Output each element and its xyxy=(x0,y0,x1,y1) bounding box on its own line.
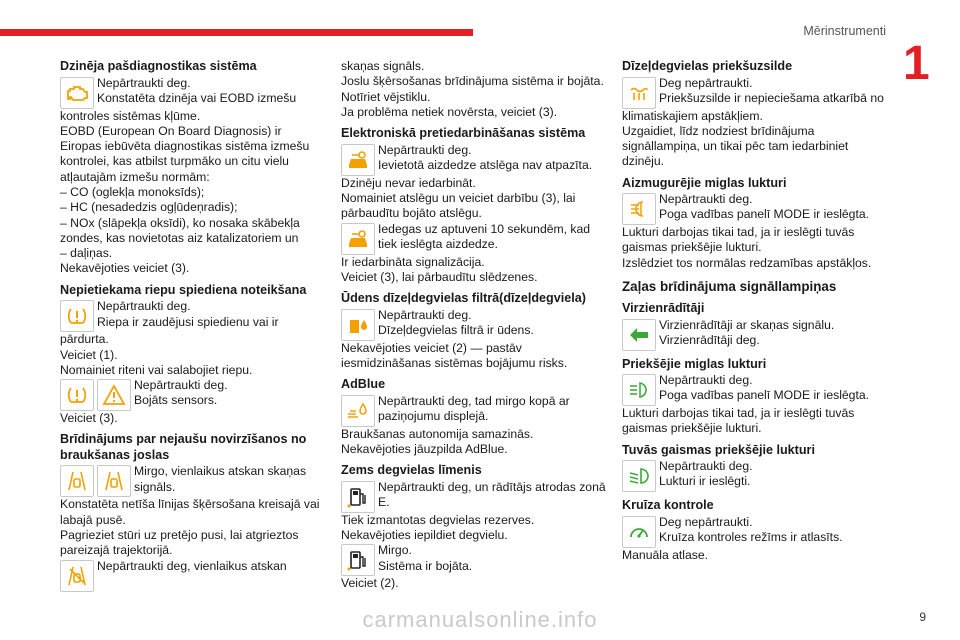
warning-item: Nepārtraukti deg. Bojāts sensors. xyxy=(60,378,320,411)
body-line: Ir iedarbināta signalizācija. xyxy=(341,254,485,269)
warning-item: Nepārtraukti deg, vienlaikus atskan xyxy=(60,559,320,592)
key-car-icon xyxy=(341,223,375,255)
section-title: Zems degvielas līmenis xyxy=(341,463,482,478)
section-title: Brīdinājums par nejaušu novirzīšanos no braukšanas joslas xyxy=(60,432,307,462)
section-title: Virzienrādītāji xyxy=(622,301,705,316)
body-line: Braukšanas autonomija samazinās. xyxy=(341,426,534,441)
body-line: signāllampiņa, un tikai pēc tam iedarbiniet xyxy=(622,139,849,154)
body-line: Dzinēju nevar iedarbināt. xyxy=(341,175,476,190)
header-title: Mērinstrumenti xyxy=(803,24,886,38)
body-line: Nekavējoties iepildiet degvielu. xyxy=(341,528,508,543)
body-line: pārdurta. xyxy=(60,332,109,347)
section-title: Ūdens dīzeļdegvielas filtrā(dīzeļdegviela) xyxy=(341,291,586,306)
glow-plug-icon xyxy=(622,77,656,109)
section-title: Kruīza kontrole xyxy=(622,498,714,513)
body-line: labajā pusē. xyxy=(60,512,126,527)
body-line: Pagrieziet stūri uz pretējo pusi, lai atgrieztos xyxy=(60,528,299,543)
body-line: Nomainiet atslēgu un veiciet darbību (3), lai xyxy=(341,190,576,205)
body-line: kontrolei, kas atbilst turpmāko un citu vielu xyxy=(60,154,289,169)
body-line: Eiropas iebūvēta diagnostikas sistēma izmešu xyxy=(60,139,310,154)
body-line: zondes, kas novietotas aiz katalizatoriem un xyxy=(60,230,299,245)
section-title: Priekšējie miglas lukturi xyxy=(622,356,767,371)
body-line: Nekavējoties veiciet (2) — pastāv xyxy=(341,340,522,355)
adblue-icon xyxy=(341,395,375,427)
body-line: Veiciet (1). xyxy=(60,347,118,362)
warning-triangle-icon xyxy=(97,379,131,411)
body-line: – NOx (slāpekļa oksīdi), ko nosaka skābekļa xyxy=(60,215,300,230)
body-line: skaņas signāls. xyxy=(341,59,425,73)
body-line: klimatiskajiem apstākļiem. xyxy=(622,108,763,123)
tyre-pressure-icon xyxy=(60,300,94,332)
body-line: gaismas priekšējie lukturi. xyxy=(622,421,762,436)
warning-item: Deg nepārtraukti. Priekšuzsilde ir nepieciešama atkarībā no xyxy=(622,76,884,109)
body-line: Ja problēma netiek novērsta, veiciet (3). xyxy=(341,104,558,119)
warning-item: Mirgo. Sistēma ir bojāta. xyxy=(341,543,606,576)
body-line: Lukturi darbojas tikai tad, ja ir ieslēgti tuvās xyxy=(622,406,855,421)
front-fog-light-icon xyxy=(622,374,656,406)
column-1 xyxy=(60,59,320,592)
body-line: Veiciet (3), lai pārbaudītu slēdzenes. xyxy=(341,269,538,284)
lane-departure-fault-icon xyxy=(60,560,94,592)
body-line: iesmidzināšanas sistēmas bojājumu risks. xyxy=(341,355,568,370)
warning-item: Iedegas uz aptuveni 10 sekundēm, kad tiek ieslēgta aizdedze. xyxy=(341,222,606,255)
header-accent-bar xyxy=(0,29,473,36)
body-line: dzinēju. xyxy=(622,154,665,169)
section-title: Elektroniskā pretiedarbināšanas sistēma xyxy=(341,126,586,141)
body-line: EOBD (European On Board Diagnosis) ir xyxy=(60,123,282,138)
body-line: Joslu šķērsošanas brīdinājuma sistēma ir bojāta. xyxy=(341,74,604,89)
body-line: Veiciet (2). xyxy=(341,576,399,591)
fuel-pump-icon xyxy=(341,481,375,513)
body-line: Manuāla atlase. xyxy=(622,547,709,562)
body-line: Notīriet vējstiklu. xyxy=(341,89,431,104)
body-line: Izslēdziet tos normālas redzamības apstākļos. xyxy=(622,255,872,270)
column-2 xyxy=(341,59,606,592)
cruise-control-icon xyxy=(622,516,656,548)
body-line: Tiek izmantotas degvielas rezerves. xyxy=(341,512,535,527)
lane-departure-icon xyxy=(60,465,94,497)
body-line: Uzgaidiet, līdz nodziest brīdinājuma xyxy=(622,123,815,138)
warning-item: Nepārtraukti deg, tad mirgo kopā ar paziņojumu displejā. xyxy=(341,394,606,427)
body-line: Nekavējoties veiciet (3). xyxy=(60,261,190,276)
indicator-item: Virzienrādītāji ar skaņas signālu. Virzienrādītāji deg. xyxy=(622,318,884,351)
rear-fog-light-icon xyxy=(622,193,656,225)
engine-warning-icon xyxy=(60,77,94,109)
body-line: Lukturi darbojas tikai tad, ja ir ieslēgti tuvās xyxy=(622,225,855,240)
section-title: Dīzeļdegvielas priekšuzsilde xyxy=(622,59,793,73)
page-number: 9 xyxy=(919,610,926,624)
warning-item: Nepārtraukti deg. Dīzeļdegvielas filtrā ir ūdens. xyxy=(341,308,606,341)
section-title: Nepietiekama riepu spiediena noteikšana xyxy=(60,282,307,297)
low-beam-icon xyxy=(622,460,656,492)
body-line: Konstatēta netīša līnijas šķērsošana kreisajā vai xyxy=(60,497,320,512)
body-line: atļautajām izmešu normām: xyxy=(60,169,210,184)
tyre-pressure-icon xyxy=(60,379,94,411)
body-line: gaismas priekšējie lukturi. xyxy=(622,240,762,255)
body-line: – HC (nesadedzis ogļūdeņradis); xyxy=(60,200,238,215)
watermark: carmanualsonline.info xyxy=(362,607,598,632)
indicator-item: Nepārtraukti deg. Poga vadības panelī MODE ir ieslēgta. xyxy=(622,373,884,406)
warning-item: Nepārtraukti deg. Riepa ir zaudējusi spiedienu vai ir xyxy=(60,299,320,332)
fuel-pump-icon xyxy=(341,544,375,576)
body-line: pareizajā trajektorijā. xyxy=(60,543,173,558)
body-line: Nekavējoties jāuzpilda AdBlue. xyxy=(341,442,508,457)
indicator-item: Deg nepārtraukti. Kruīza kontroles režīms ir atlasīts. xyxy=(622,515,884,548)
section-title: AdBlue xyxy=(341,377,386,392)
key-car-icon xyxy=(341,144,375,176)
body-line: pārbaudītu bojāto atslēgu. xyxy=(341,206,482,221)
warning-item: Nepārtraukti deg. Konstatēta dzinēja vai EOBD izmešu xyxy=(60,76,320,109)
lane-departure-icon xyxy=(97,465,131,497)
warning-item: Nepārtraukti deg, un rādītājs atrodas zonā E. xyxy=(341,480,606,513)
chapter-number: 1 xyxy=(903,37,930,90)
warning-item: Nepārtraukti deg. Ievietotā aizdedze atslēga nav atpazīta. xyxy=(341,143,606,176)
warning-item: Nepārtraukti deg. Poga vadības panelī MODE ir ieslēgta. xyxy=(622,192,884,225)
section-title: Aizmugurējie miglas lukturi xyxy=(622,175,787,190)
body-line: – daļiņas. xyxy=(60,246,113,261)
water-in-diesel-icon xyxy=(341,309,375,341)
indicator-item: Nepārtraukti deg. Lukturi ir ieslēgti. xyxy=(622,459,884,492)
body-line: – CO (oglekļa monoksīds); xyxy=(60,184,205,199)
body-line: Veiciet (3). xyxy=(60,411,118,426)
turn-signal-icon xyxy=(622,319,656,351)
body-line: kontroles sistēmas kļūme. xyxy=(60,108,201,123)
group-heading: Zaļas brīdinājuma signāllampiņas xyxy=(622,279,837,295)
column-3 xyxy=(622,59,884,563)
body-line: Nomainiet riteni vai salabojiet riepu. xyxy=(60,362,253,377)
section-title: Dzinēja pašdiagnostikas sistēma xyxy=(60,59,257,73)
section-title: Tuvās gaismas priekšējie lukturi xyxy=(622,442,815,457)
warning-item: Mirgo, vienlaikus atskan skaņas signāls. xyxy=(60,464,320,497)
